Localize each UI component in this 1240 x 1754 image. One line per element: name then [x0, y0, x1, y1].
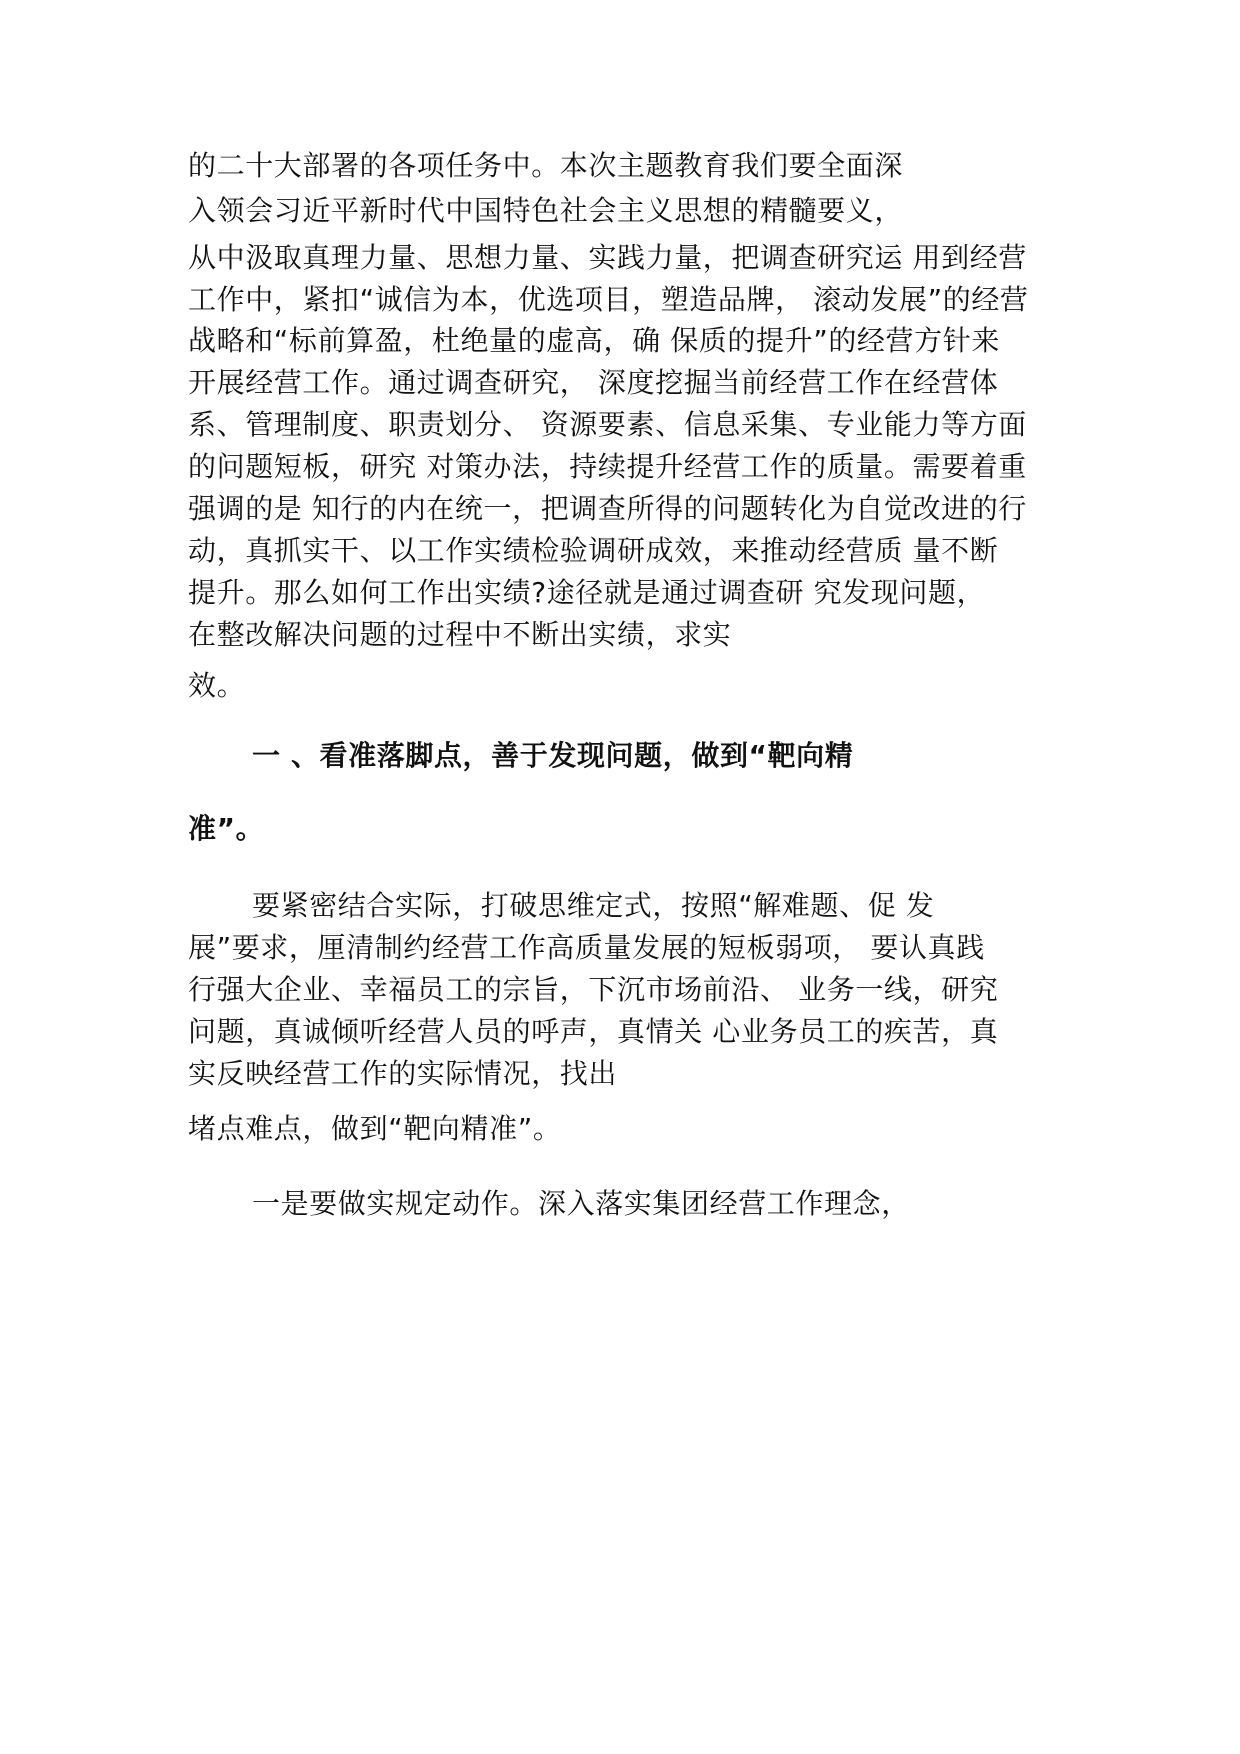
section-para-line-2: 展”要求，厘清制约经营工作高质量发展的短板弱项， 要认真践 — [188, 931, 985, 964]
section-para-line-1: 要紧密结合实际，打破思维定式，按照“解难题、促 发 — [252, 889, 935, 922]
section-heading-line-2: 准”。 — [188, 812, 265, 845]
section-para-line-3: 行强大企业、幸福员工的宗旨，下沉市场前沿、 业务一线，研究 — [188, 973, 999, 1006]
intro-line-8: 的问题短板，研究 对策办法，持续提升经营工作的质量。需要着重 — [188, 450, 1027, 483]
intro-line-6: 开展经营工作。通过调查研究， 深度挖掘当前经营工作在经营体 — [188, 366, 999, 399]
intro-line-10: 动，真抓实干、以工作实绩检验调研成效，来推动经营质 量不断 — [188, 534, 999, 567]
intro-line-12: 在整改解决问题的过程中不断出实绩，求实 — [188, 618, 732, 651]
intro-line-4: 工作中，紧扣“诚信为本，优选项目，塑造品牌， 滚动发展”的经营 — [188, 283, 1029, 316]
section-para-line-5: 实反映经营工作的实际情况，找出 — [188, 1057, 618, 1090]
intro-line-2: 入领会习近平新时代中国特色社会主义思想的精髓要义， — [188, 194, 904, 227]
intro-line-9: 强调的是 知行的内在统一，把调查所得的问题转化为自觉改进的行 — [188, 492, 1027, 525]
intro-line-13: 效。 — [188, 669, 246, 702]
point-one-line: 一是要做实规定动作。深入落实集团经营工作理念， — [252, 1187, 910, 1220]
section-heading-line-1: 一 、看准落脚点，善于发现问题，做到“靶向精 — [252, 739, 854, 772]
section-para-line-6: 堵点难点，做到“靶向精准”。 — [188, 1112, 562, 1145]
section-para-line-4: 问题，真诚倾听经营人员的呼声，真情关 心业务员工的疾苦，真 — [188, 1015, 999, 1048]
intro-line-5: 战略和“标前算盈，杜绝量的虚高，确 保质的提升”的经营方针来 — [188, 324, 1000, 357]
intro-line-3: 从中汲取真理力量、思想力量、实践力量，把调查研究运 用到经营 — [188, 241, 1027, 274]
intro-line-11: 提升。那么如何工作出实绩?途径就是通过调查研 究发现问题， — [188, 576, 986, 609]
intro-line-7: 系、管理制度、职责划分、 资源要素、信息采集、专业能力等方面 — [188, 408, 1027, 441]
intro-line-1: 的二十大部署的各项任务中。本次主题教育我们要全面深 — [188, 149, 904, 182]
